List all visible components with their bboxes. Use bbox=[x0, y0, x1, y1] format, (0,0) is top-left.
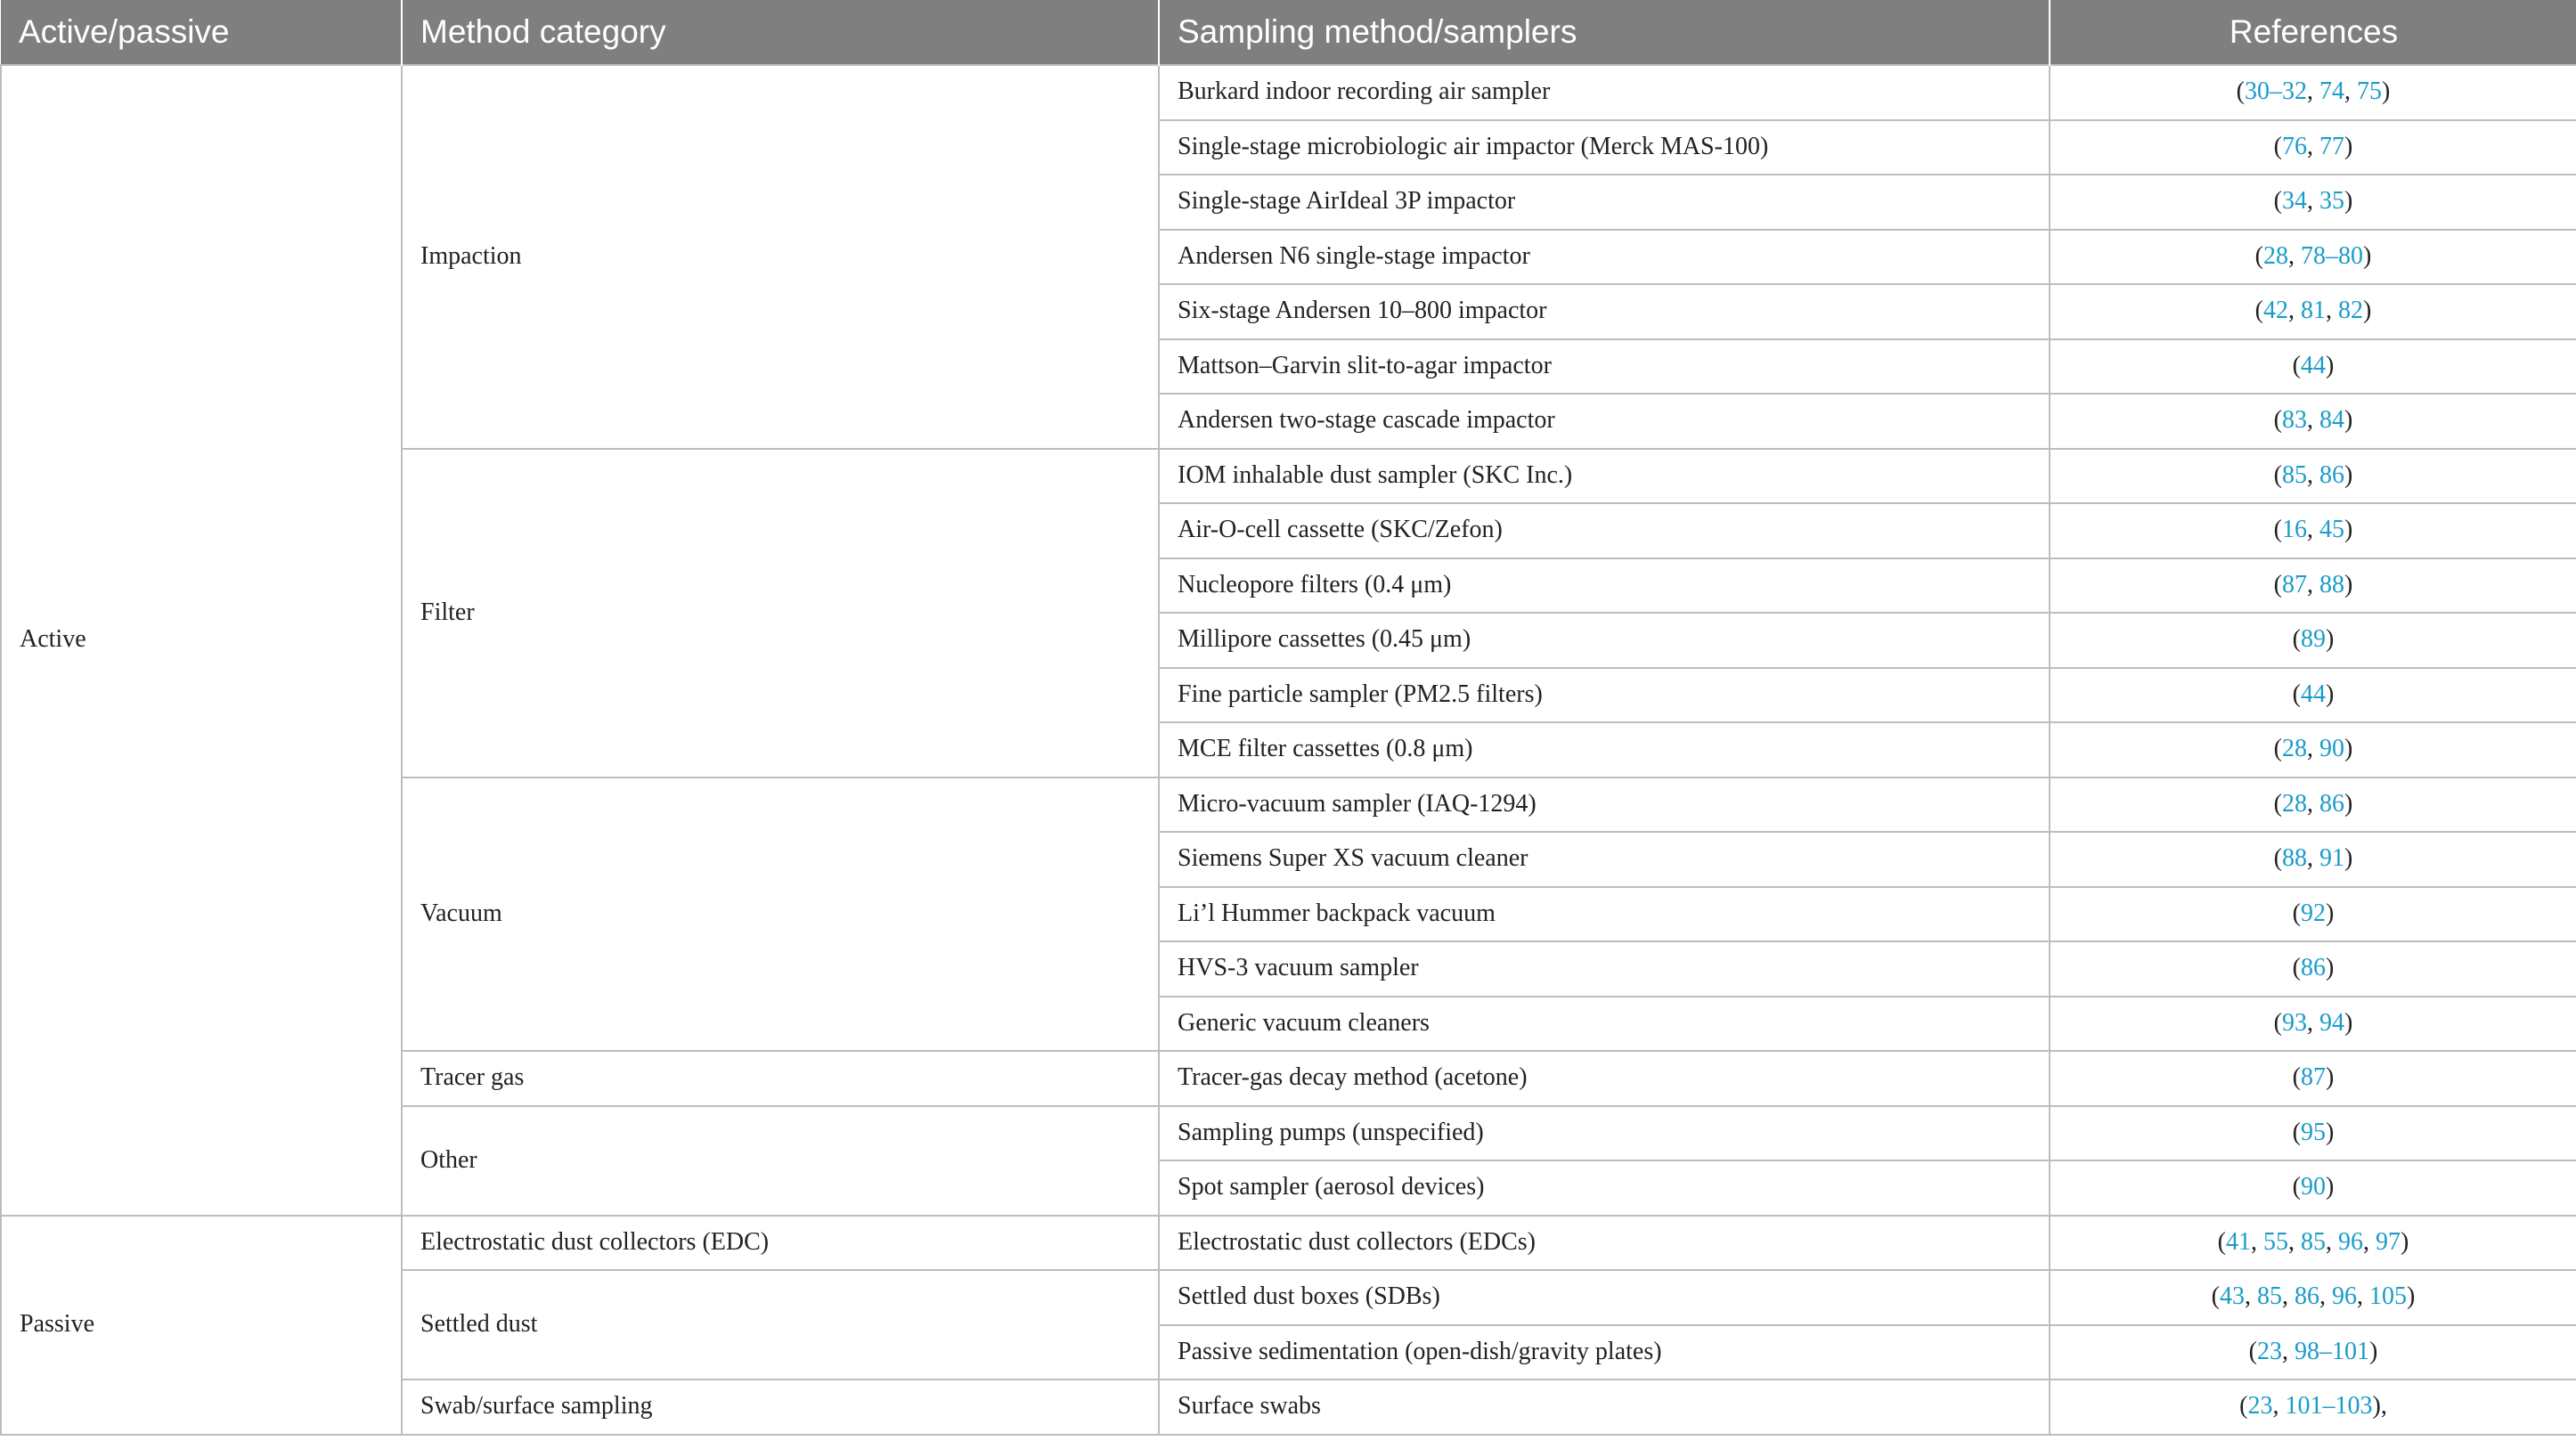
references-cell bbox=[2050, 1270, 2576, 1325]
paren-open: ( bbox=[2254, 297, 2263, 325]
reference-link[interactable]: 82 bbox=[2338, 297, 2363, 325]
reference-link[interactable]: 28 bbox=[2282, 789, 2307, 818]
paren-close: ) bbox=[2382, 77, 2391, 106]
references-cell bbox=[2050, 1216, 2576, 1271]
paren-close: ) bbox=[2344, 132, 2353, 160]
reference-link[interactable]: 23 bbox=[2247, 1392, 2273, 1421]
references-cell bbox=[2050, 997, 2576, 1052]
references-cell bbox=[2050, 284, 2576, 339]
paren-open: ( bbox=[2273, 735, 2282, 763]
references-cell bbox=[2050, 722, 2576, 777]
reference-link[interactable]: 30–32 bbox=[2245, 77, 2307, 106]
references-cell bbox=[2050, 175, 2576, 230]
sampling-method-cell: Air-O-cell cassette (SKC/Zefon) bbox=[1159, 503, 2050, 558]
paren-close: ) bbox=[2326, 1063, 2335, 1092]
ref-separator: , bbox=[2288, 297, 2301, 325]
paren-open: ( bbox=[2273, 406, 2282, 435]
header-sampling-method: Sampling method/samplers bbox=[1159, 0, 2050, 65]
ref-separator: , bbox=[2307, 735, 2319, 763]
table-row bbox=[1, 65, 2576, 120]
sampling-method-cell: Settled dust boxes (SDBs) bbox=[1159, 1270, 2050, 1325]
references-cell bbox=[2050, 941, 2576, 997]
reference-link[interactable]: 28 bbox=[2282, 735, 2307, 763]
paren-open: ( bbox=[2273, 132, 2282, 160]
paren-close: ) bbox=[2326, 680, 2335, 708]
paren-close: ) bbox=[2344, 789, 2353, 818]
ref-separator: , bbox=[2288, 241, 2301, 270]
sampling-method-cell: Siemens Super XS vacuum cleaner bbox=[1159, 832, 2050, 887]
paren-close: ) bbox=[2344, 735, 2353, 763]
ref-separator: , bbox=[2282, 1337, 2295, 1365]
references-cell bbox=[2050, 1051, 2576, 1106]
reference-link[interactable]: 77 bbox=[2319, 132, 2344, 160]
references-cell bbox=[2050, 339, 2576, 395]
paren-open: ( bbox=[2273, 460, 2282, 489]
sampling-method-cell: Spot sampler (aerosol devices) bbox=[1159, 1160, 2050, 1216]
paren-open: ( bbox=[2273, 844, 2282, 873]
method-category-cell: Impaction bbox=[402, 65, 1159, 449]
sampling-method-cell: Generic vacuum cleaners bbox=[1159, 997, 2050, 1052]
paren-close: ) bbox=[2369, 1337, 2378, 1365]
reference-link[interactable]: 95 bbox=[2301, 1118, 2326, 1146]
references-cell bbox=[2050, 1160, 2576, 1216]
paren-open: ( bbox=[2273, 516, 2282, 544]
sampling-method-cell: HVS-3 vacuum sampler bbox=[1159, 941, 2050, 997]
sampling-method-cell: Passive sedimentation (open-dish/gravity plates) bbox=[1159, 1325, 2050, 1380]
paren-open: ( bbox=[2292, 1063, 2301, 1092]
reference-link[interactable]: 90 bbox=[2319, 735, 2344, 763]
reference-link[interactable]: 87 bbox=[2282, 570, 2307, 598]
reference-link[interactable]: 35 bbox=[2319, 187, 2344, 216]
active-passive-cell: Active bbox=[1, 65, 402, 1216]
paren-close: ) bbox=[2326, 1173, 2335, 1201]
reference-link[interactable]: 85 bbox=[2282, 460, 2307, 489]
ref-separator: , bbox=[2357, 1282, 2369, 1311]
header-active-passive: Active/passive bbox=[1, 0, 402, 65]
method-category-cell: Settled dust bbox=[402, 1270, 1159, 1380]
sampling-method-cell: Electrostatic dust collectors (EDCs) bbox=[1159, 1216, 2050, 1271]
references-cell bbox=[2050, 120, 2576, 175]
paren-close: ) bbox=[2344, 460, 2353, 489]
ref-separator: , bbox=[2307, 516, 2319, 544]
paren-close: ) bbox=[2326, 1118, 2335, 1146]
method-category-cell: Electrostatic dust collectors (EDC) bbox=[402, 1216, 1159, 1271]
sampling-method-cell: Nucleopore filters (0.4 μm) bbox=[1159, 558, 2050, 614]
paren-open: ( bbox=[2273, 570, 2282, 598]
reference-link[interactable]: 98–101 bbox=[2295, 1337, 2369, 1365]
references-cell bbox=[2050, 394, 2576, 449]
paren-close: ) bbox=[2326, 899, 2335, 927]
reference-link[interactable]: 78–80 bbox=[2301, 241, 2363, 270]
ref-separator: , bbox=[2272, 1392, 2286, 1421]
active-passive-cell: Passive bbox=[1, 1216, 402, 1435]
reference-link[interactable]: 105 bbox=[2369, 1282, 2407, 1311]
references-cell bbox=[2050, 613, 2576, 668]
paren-open: ( bbox=[2239, 1392, 2248, 1421]
paren-open: ( bbox=[2292, 351, 2301, 379]
paren-close: ) bbox=[2363, 297, 2372, 325]
sampling-method-cell: Millipore cassettes (0.45 μm) bbox=[1159, 613, 2050, 668]
ref-separator: , bbox=[2326, 1227, 2338, 1256]
sampling-method-cell: Single-stage microbiologic air impactor (Merck MAS-100) bbox=[1159, 120, 2050, 175]
ref-separator: , bbox=[2307, 77, 2319, 106]
reference-link[interactable]: 96 bbox=[2338, 1227, 2363, 1256]
ref-separator: , bbox=[2326, 297, 2338, 325]
sampling-method-cell: Tracer-gas decay method (acetone) bbox=[1159, 1051, 2050, 1106]
reference-link[interactable]: 85 bbox=[2257, 1282, 2282, 1311]
reference-link[interactable]: 97 bbox=[2376, 1227, 2401, 1256]
reference-link[interactable]: 88 bbox=[2319, 570, 2344, 598]
sampling-method-cell: Single-stage AirIdeal 3P impactor bbox=[1159, 175, 2050, 230]
references-cell bbox=[2050, 558, 2576, 614]
ref-separator: , bbox=[2245, 1282, 2257, 1311]
method-category-cell: Swab/surface sampling bbox=[402, 1380, 1159, 1435]
paren-open: ( bbox=[2292, 1118, 2301, 1146]
reference-link[interactable]: 96 bbox=[2332, 1282, 2357, 1311]
sampling-method-cell: Sampling pumps (unspecified) bbox=[1159, 1106, 2050, 1161]
paren-close: ) bbox=[2363, 241, 2372, 270]
paren-close: ) bbox=[2344, 187, 2353, 216]
reference-link[interactable]: 83 bbox=[2282, 406, 2307, 435]
paren-close: ) bbox=[2344, 1008, 2353, 1037]
ref-separator: , bbox=[2282, 1282, 2295, 1311]
paren-open: ( bbox=[2292, 954, 2301, 982]
paren-close: ) bbox=[2407, 1282, 2416, 1311]
paren-open: ( bbox=[2273, 789, 2282, 818]
reference-link[interactable]: 86 bbox=[2295, 1282, 2319, 1311]
paren-close: ) bbox=[2326, 351, 2335, 379]
reference-link[interactable]: 23 bbox=[2257, 1337, 2282, 1365]
references-cell bbox=[2050, 832, 2576, 887]
reference-link[interactable]: 75 bbox=[2357, 77, 2382, 106]
reference-link[interactable]: 44 bbox=[2301, 680, 2326, 708]
paren-open: ( bbox=[2292, 899, 2301, 927]
sampling-method-cell: Andersen two-stage cascade impactor bbox=[1159, 394, 2050, 449]
reference-link[interactable]: 94 bbox=[2319, 1008, 2344, 1037]
sampling-method-cell: Andersen N6 single-stage impactor bbox=[1159, 230, 2050, 285]
table-header bbox=[1, 0, 2576, 65]
sampling-method-cell: MCE filter cassettes (0.8 μm) bbox=[1159, 722, 2050, 777]
reference-link[interactable]: 34 bbox=[2282, 187, 2307, 216]
reference-link[interactable]: 86 bbox=[2319, 789, 2344, 818]
paren-close: ) bbox=[2326, 625, 2335, 654]
references-cell bbox=[2050, 887, 2576, 942]
method-category-cell: Other bbox=[402, 1106, 1159, 1216]
ref-separator: , bbox=[2363, 1227, 2376, 1256]
method-category-cell: Filter bbox=[402, 449, 1159, 777]
reference-link[interactable]: 84 bbox=[2319, 406, 2344, 435]
reference-link[interactable]: 42 bbox=[2263, 297, 2288, 325]
sampling-method-cell: Li’l Hummer backpack vacuum bbox=[1159, 887, 2050, 942]
ref-separator: , bbox=[2319, 1282, 2332, 1311]
reference-link[interactable]: 86 bbox=[2319, 460, 2344, 489]
ref-separator: , bbox=[2307, 187, 2319, 216]
paren-close: ) bbox=[2344, 844, 2353, 873]
reference-link[interactable]: 85 bbox=[2301, 1227, 2326, 1256]
ref-separator: , bbox=[2307, 844, 2319, 873]
reference-link[interactable]: 44 bbox=[2301, 351, 2326, 379]
references-cell bbox=[2050, 65, 2576, 120]
ref-separator: , bbox=[2251, 1227, 2263, 1256]
ref-separator: , bbox=[2307, 1008, 2319, 1037]
sampling-method-cell: Fine particle sampler (PM2.5 filters) bbox=[1159, 668, 2050, 723]
ref-separator: , bbox=[2307, 789, 2319, 818]
reference-link[interactable]: 41 bbox=[2226, 1227, 2251, 1256]
reference-link[interactable]: 55 bbox=[2263, 1227, 2288, 1256]
paren-open: ( bbox=[2236, 77, 2245, 106]
paren-open: ( bbox=[2273, 187, 2282, 216]
references-cell bbox=[2050, 503, 2576, 558]
reference-link[interactable]: 101–103 bbox=[2285, 1392, 2373, 1421]
method-category-cell: Vacuum bbox=[402, 777, 1159, 1052]
references-cell bbox=[2050, 1106, 2576, 1161]
sampling-method-cell: Micro-vacuum sampler (IAQ-1294) bbox=[1159, 777, 2050, 833]
paren-open: ( bbox=[2273, 1008, 2282, 1037]
paren-open: ( bbox=[2217, 1227, 2226, 1256]
reference-link[interactable]: 87 bbox=[2301, 1063, 2326, 1092]
reference-link[interactable]: 74 bbox=[2319, 77, 2344, 106]
paren-close: ) bbox=[2372, 1392, 2381, 1421]
ref-separator: , bbox=[2307, 132, 2319, 160]
ref-separator: , bbox=[2307, 460, 2319, 489]
ref-separator: , bbox=[2307, 406, 2319, 435]
paren-close: ) bbox=[2326, 954, 2335, 982]
reference-link[interactable]: 16 bbox=[2282, 516, 2307, 544]
reference-link[interactable]: 91 bbox=[2319, 844, 2344, 873]
ref-separator: , bbox=[2288, 1227, 2301, 1256]
reference-link[interactable]: 81 bbox=[2301, 297, 2326, 325]
reference-link[interactable]: 93 bbox=[2282, 1008, 2307, 1037]
paren-open: ( bbox=[2254, 241, 2263, 270]
reference-link[interactable]: 86 bbox=[2301, 954, 2326, 982]
reference-link[interactable]: 43 bbox=[2220, 1282, 2245, 1311]
table-row bbox=[1, 1216, 2576, 1271]
sampling-method-cell: IOM inhalable dust sampler (SKC Inc.) bbox=[1159, 449, 2050, 504]
references-cell bbox=[2050, 1325, 2576, 1380]
reference-link[interactable]: 76 bbox=[2282, 132, 2307, 160]
paren-close: ) bbox=[2344, 406, 2353, 435]
reference-link[interactable]: 28 bbox=[2263, 241, 2288, 270]
references-cell bbox=[2050, 230, 2576, 285]
paren-open: ( bbox=[2211, 1282, 2220, 1311]
table-body bbox=[1, 65, 2576, 1435]
ref-separator: , bbox=[2344, 77, 2357, 106]
paren-close: ) bbox=[2344, 570, 2353, 598]
paren-open: ( bbox=[2292, 625, 2301, 654]
paren-open: ( bbox=[2248, 1337, 2257, 1365]
reference-link[interactable]: 92 bbox=[2301, 899, 2326, 927]
references-cell bbox=[2050, 449, 2576, 504]
ref-suffix: , bbox=[2380, 1392, 2387, 1421]
reference-link[interactable]: 89 bbox=[2301, 625, 2326, 654]
header-references: References bbox=[2050, 0, 2576, 65]
paren-open: ( bbox=[2292, 680, 2301, 708]
paren-close: ) bbox=[2401, 1227, 2409, 1256]
ref-separator: , bbox=[2307, 570, 2319, 598]
reference-link[interactable]: 45 bbox=[2319, 516, 2344, 544]
references-cell bbox=[2050, 1380, 2576, 1435]
sampling-method-cell: Surface swabs bbox=[1159, 1380, 2050, 1435]
references-cell bbox=[2050, 668, 2576, 723]
header-method-category: Method category bbox=[402, 0, 1159, 65]
references-cell bbox=[2050, 777, 2576, 833]
reference-link[interactable]: 88 bbox=[2282, 844, 2307, 873]
method-category-cell: Tracer gas bbox=[402, 1051, 1159, 1106]
sampling-method-cell: Six-stage Andersen 10–800 impactor bbox=[1159, 284, 2050, 339]
sampling-method-cell: Burkard indoor recording air sampler bbox=[1159, 65, 2050, 120]
paren-close: ) bbox=[2344, 516, 2353, 544]
header-row bbox=[1, 0, 2576, 65]
reference-link[interactable]: 90 bbox=[2301, 1173, 2326, 1201]
paren-open: ( bbox=[2292, 1173, 2301, 1201]
sampling-method-cell: Mattson–Garvin slit-to-agar impactor bbox=[1159, 339, 2050, 395]
